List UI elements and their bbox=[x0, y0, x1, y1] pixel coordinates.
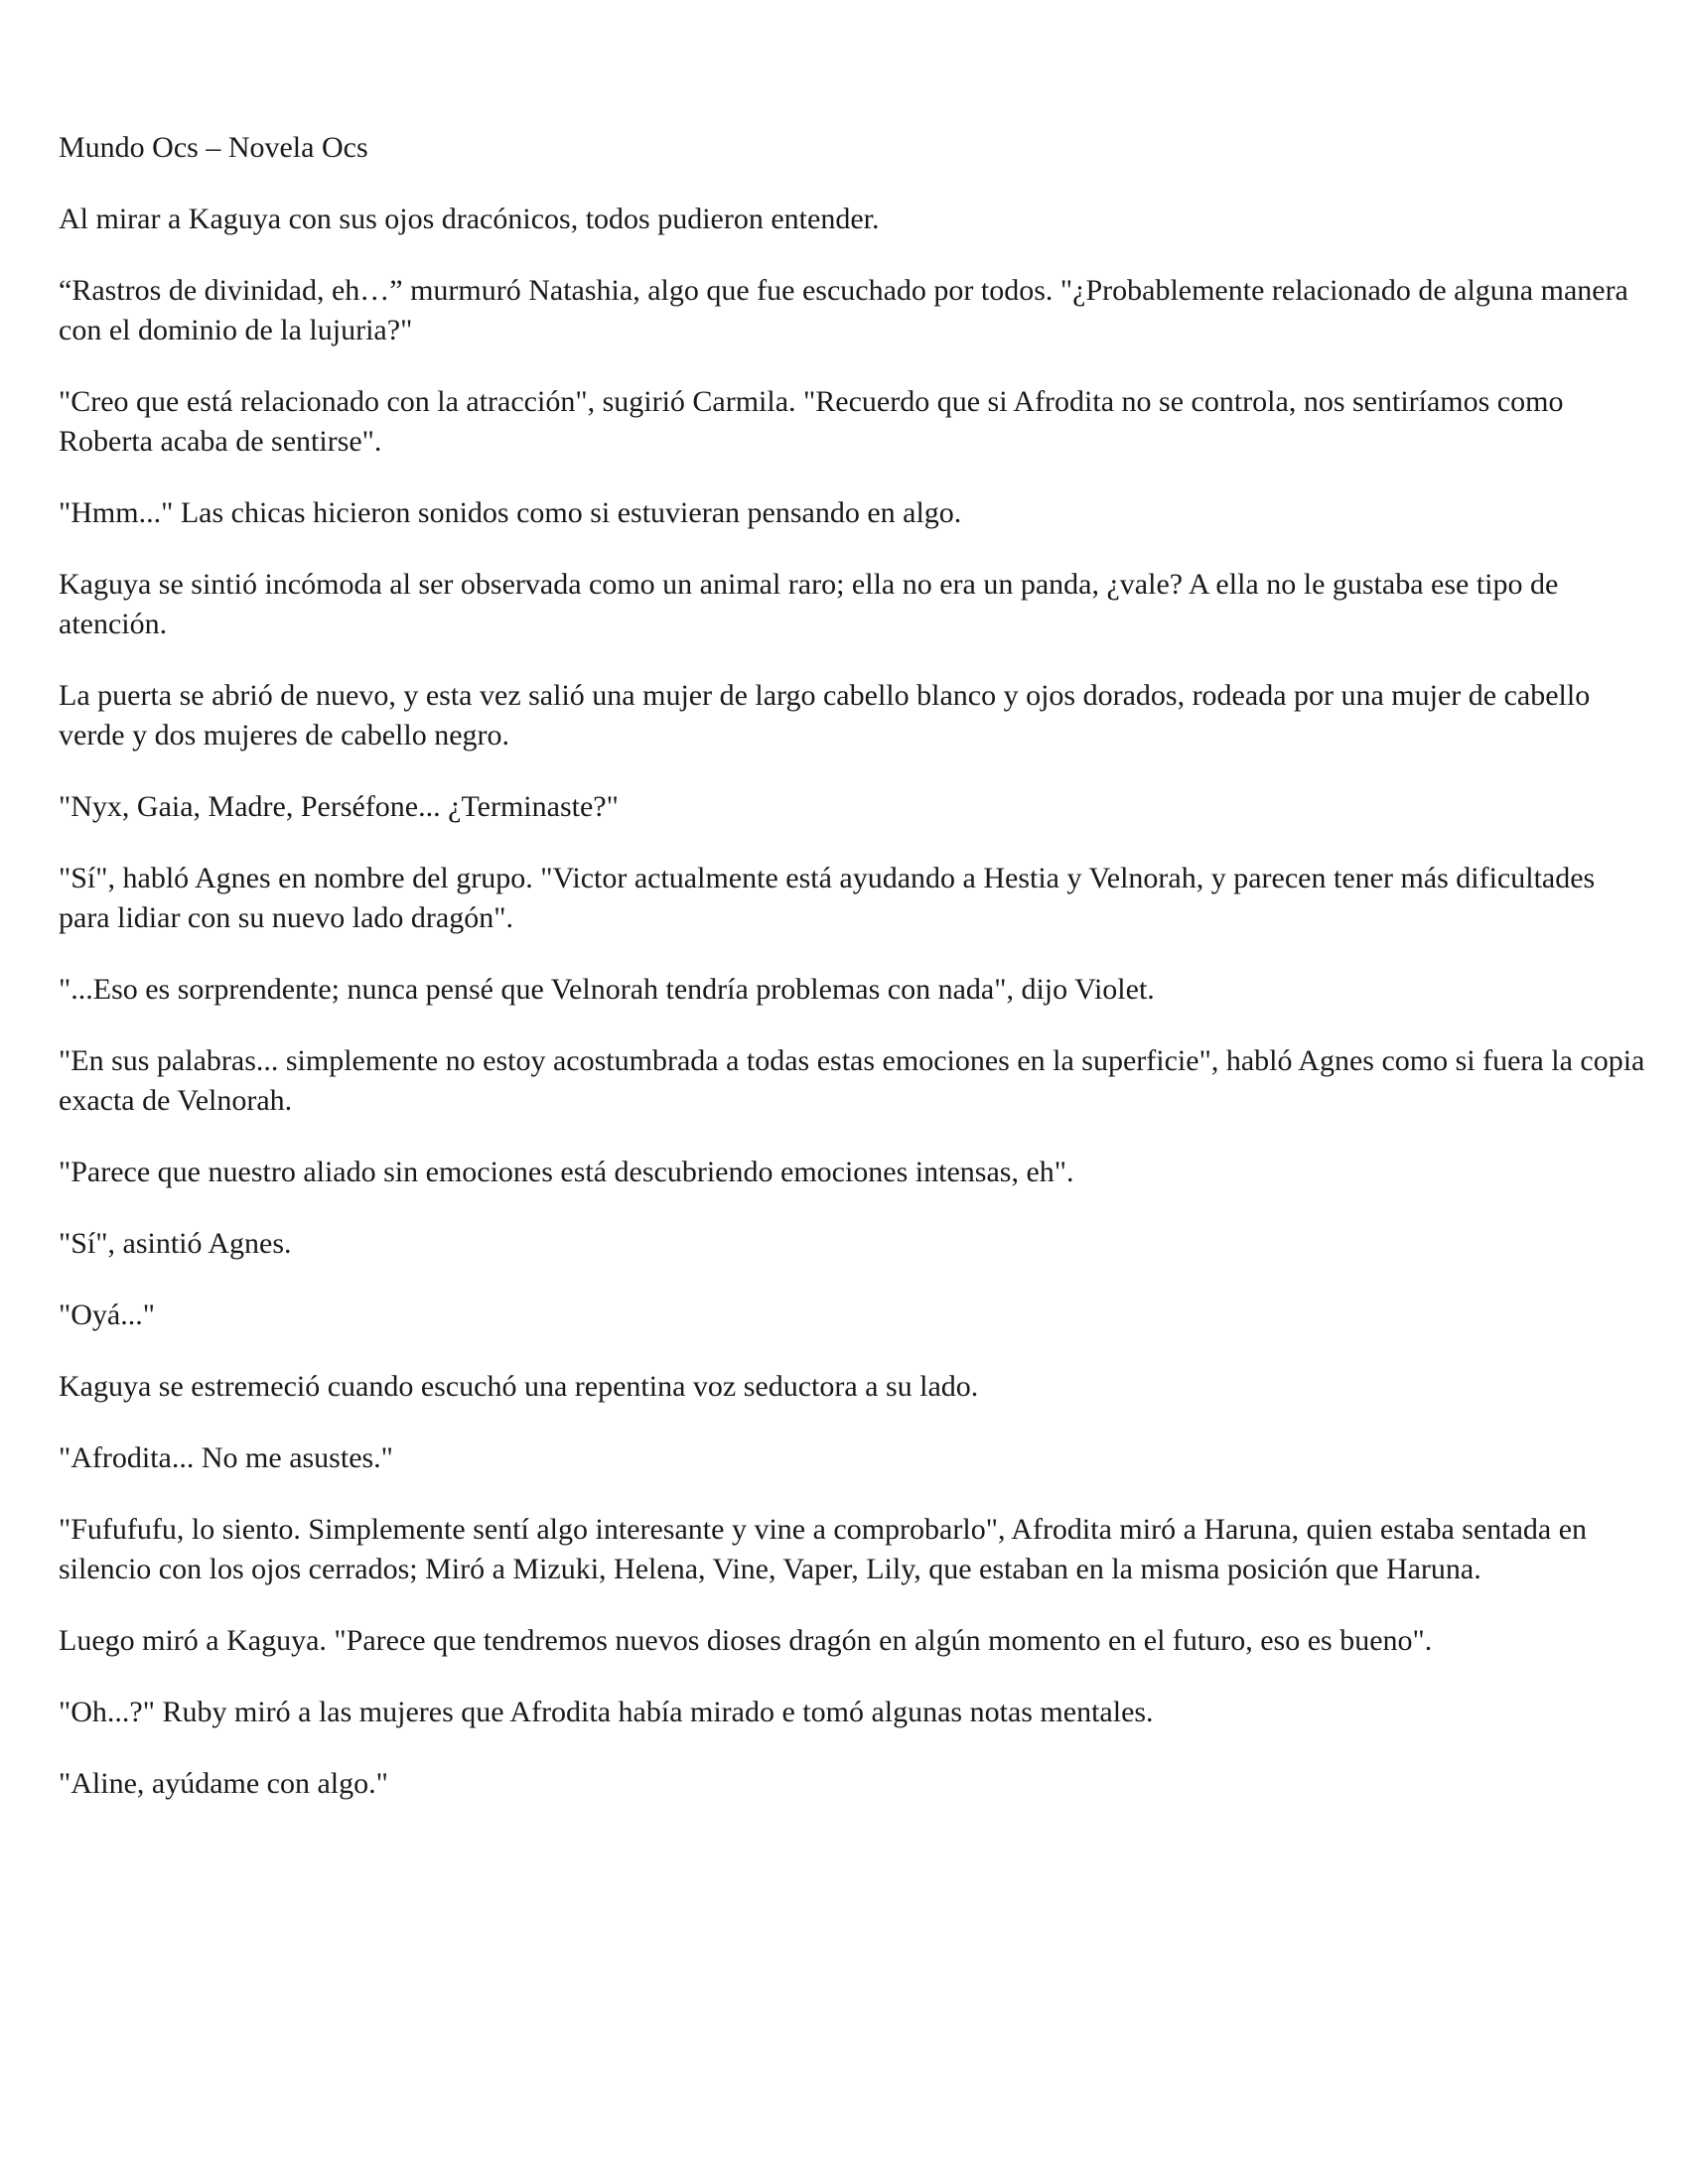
paragraph: "Nyx, Gaia, Madre, Perséfone... ¿Terminaste?" bbox=[59, 790, 619, 823]
document-header: Mundo Ocs – Novela Ocs bbox=[59, 131, 368, 164]
paragraph: "Aline, ayúdame con algo." bbox=[59, 1767, 388, 1800]
paragraph: "Hmm..." Las chicas hicieron sonidos como si estuvieran pensando en algo. bbox=[59, 496, 962, 529]
paragraph: "Fufufufu, lo siento. Simplemente sentí algo interesante y vine a comprobarlo", Afrodita miró a Haruna, quien estaba sentada en silencio con los ojos cerrados; Miró a Mizuki, Helena, Vine, Vaper, Lily, que estaban en la misma posición que Haruna. bbox=[59, 1513, 1588, 1585]
paragraph: Kaguya se sintió incómoda al ser observada como un animal raro; ella no era un panda, ¿vale? A ella no le gustaba ese tipo de atención. bbox=[59, 568, 1559, 640]
paragraph: "Sí", habló Agnes en nombre del grupo. "Victor actualmente está ayudando a Hestia y Velnorah, y parecen tener más dificultades para lidiar con su nuevo lado dragón". bbox=[59, 862, 1596, 934]
paragraph: "Oyá..." bbox=[59, 1298, 155, 1331]
paragraph: La puerta se abrió de nuevo, y esta vez salió una mujer de largo cabello blanco y ojos dorados, rodeada por una mujer de cabello verde y dos mujeres de cabello negro. bbox=[59, 679, 1591, 751]
paragraph: "...Eso es sorprendente; nunca pensé que Velnorah tendría problemas con nada", dijo Violet. bbox=[59, 973, 1155, 1006]
document-page bbox=[59, 128, 1647, 1836]
paragraph: "Creo que está relacionado con la atracción", sugirió Carmila. "Recuerdo que si Afrodita no se controla, nos sentiríamos como Roberta acaba de sentirse". bbox=[59, 385, 1564, 458]
paragraph: Kaguya se estremeció cuando escuchó una repentina voz seductora a su lado. bbox=[59, 1370, 979, 1403]
paragraph: "Parece que nuestro aliado sin emociones está descubriendo emociones intensas, eh". bbox=[59, 1156, 1074, 1188]
paragraph: Al mirar a Kaguya con sus ojos dracónicos, todos pudieron entender. bbox=[59, 203, 880, 235]
paragraph: "En sus palabras... simplemente no estoy acostumbrada a todas estas emociones en la superficie", habló Agnes como si fuera la copia exacta de Velnorah. bbox=[59, 1044, 1645, 1117]
paragraph: "Sí", asintió Agnes. bbox=[59, 1227, 292, 1260]
paragraph: “Rastros de divinidad, eh…” murmuró Natashia, algo que fue escuchado por todos. "¿Probablemente relacionado de alguna manera con el dominio de la lujuria?" bbox=[59, 274, 1628, 346]
paragraph: "Oh...?" Ruby miró a las mujeres que Afrodita había mirado e tomó algunas notas mentales. bbox=[59, 1696, 1154, 1728]
paragraph: "Afrodita... No me asustes." bbox=[59, 1441, 393, 1474]
paragraph: Luego miró a Kaguya. "Parece que tendremos nuevos dioses dragón en algún momento en el futuro, eso es bueno". bbox=[59, 1624, 1433, 1657]
